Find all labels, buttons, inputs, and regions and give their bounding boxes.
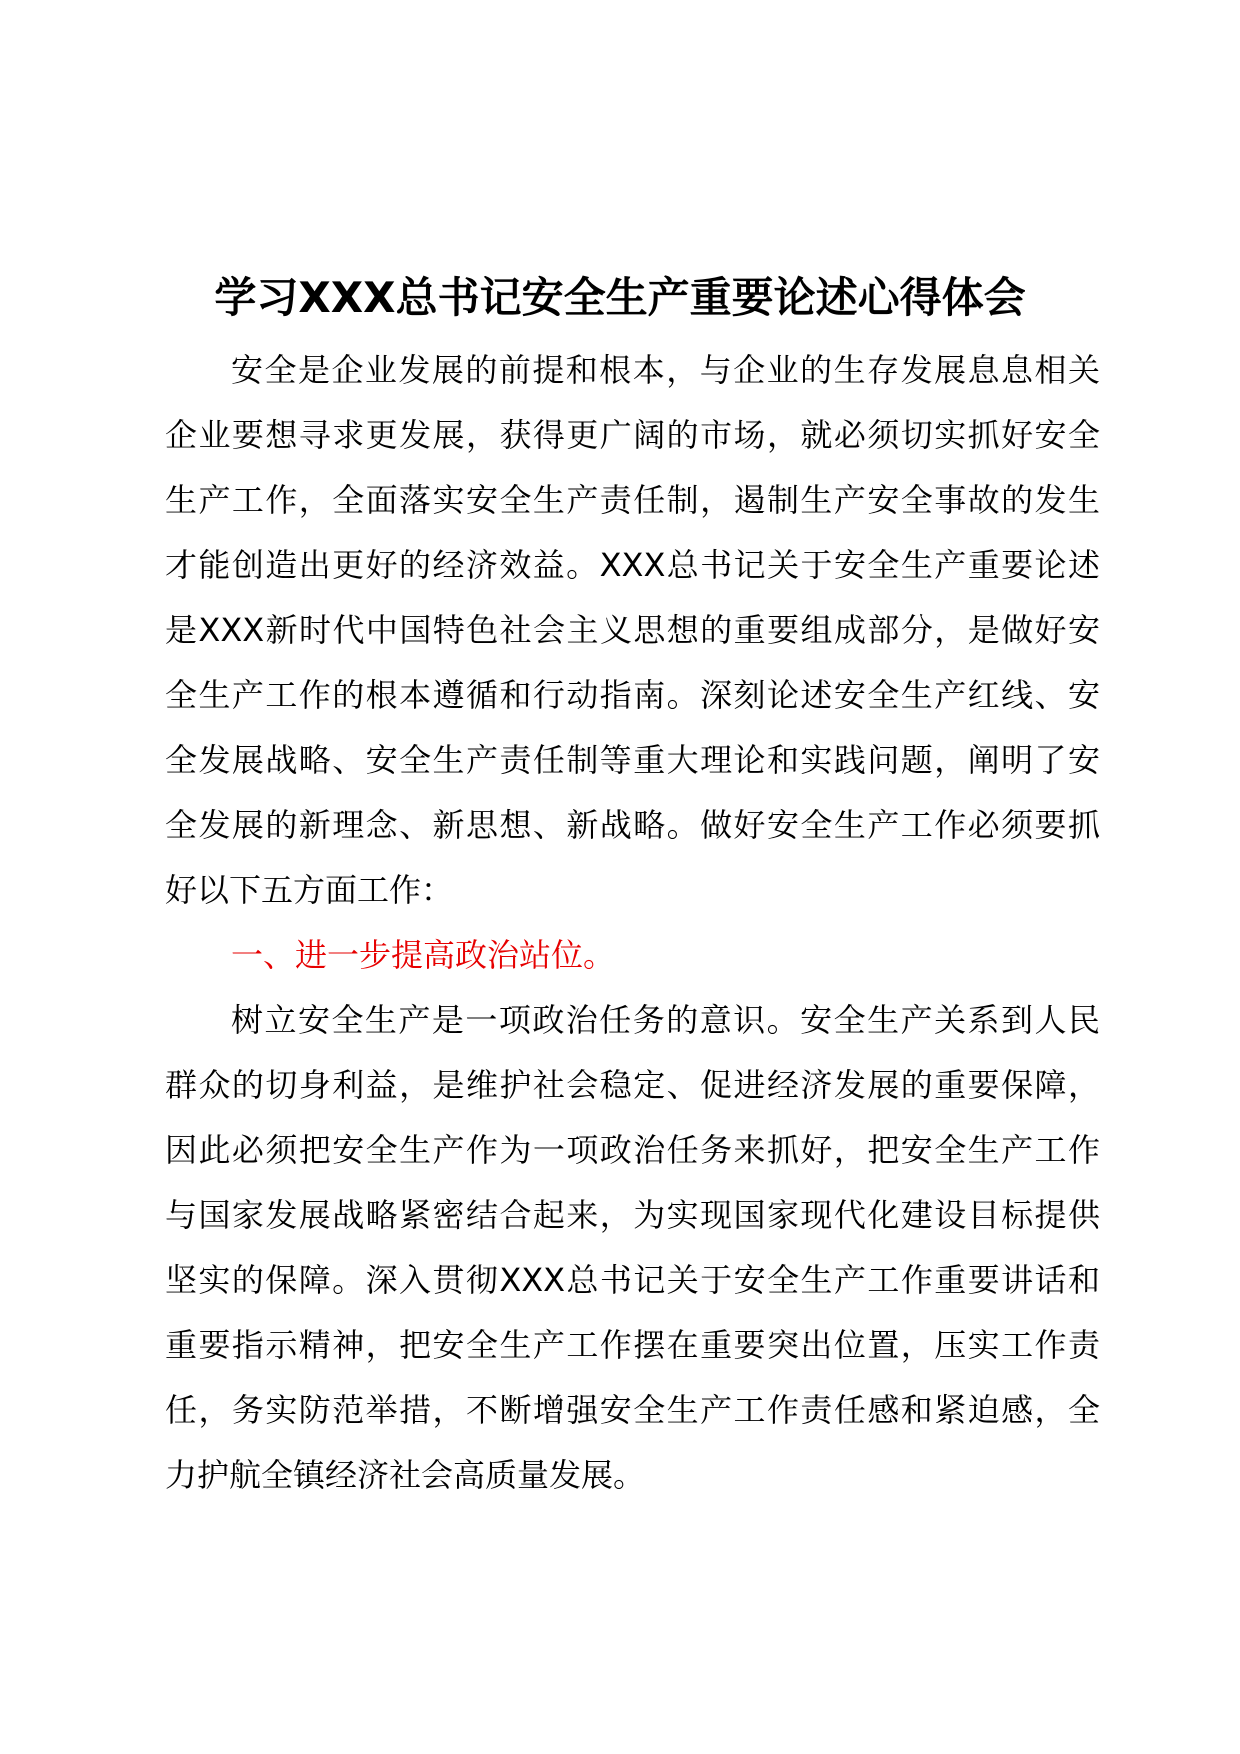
text-line: 重要指示精神，把安全生产工作摆在重要突出位置，压实工作责 bbox=[165, 1326, 1100, 1364]
text-line: 全发展战略、安全生产责任制等重大理论和实践问题，阐明了安 bbox=[165, 741, 1100, 779]
text-line: 树立安全生产是一项政治任务的意识。安全生产关系到人民 bbox=[231, 1001, 1100, 1039]
text-line: 企业要想寻求更发展，获得更广阔的市场，就必须切实抓好安全 bbox=[165, 416, 1100, 454]
text-line: 与国家发展战略紧密结合起来，为实现国家现代化建设目标提供 bbox=[165, 1196, 1100, 1234]
text-line: 好以下五方面工作： bbox=[165, 871, 454, 909]
text-line: 因此必须把安全生产作为一项政治任务来抓好，把安全生产工作 bbox=[165, 1131, 1100, 1169]
text-line: 是XXX新时代中国特色社会主义思想的重要组成部分，是做好安 bbox=[165, 611, 1100, 649]
text-line: 全生产工作的根本遵循和行动指南。深刻论述安全生产红线、安 bbox=[165, 676, 1100, 714]
intro-paragraph bbox=[165, 338, 1100, 923]
section-heading-block bbox=[165, 923, 1100, 988]
text-line: 全发展的新理念、新思想、新战略。做好安全生产工作必须要抓 bbox=[165, 806, 1100, 844]
document-title: 学习XXX总书记安全生产重要论述心得体会 bbox=[214, 273, 1026, 322]
text-line: 坚实的保障。深入贯彻XXX总书记关于安全生产工作重要讲话和 bbox=[165, 1261, 1100, 1299]
text-line: 任，务实防范举措，不断增强安全生产工作责任感和紧迫感，全 bbox=[165, 1391, 1100, 1429]
section-heading: 一、进一步提高政治站位。 bbox=[231, 936, 616, 974]
section-paragraph bbox=[165, 988, 1100, 1508]
text-line: 生产工作，全面落实安全生产责任制，遏制生产安全事故的发生 bbox=[165, 481, 1100, 519]
text-line: 群众的切身利益，是维护社会稳定、促进经济发展的重要保障， bbox=[165, 1066, 1100, 1104]
text-line: 安全是企业发展的前提和根本，与企业的生存发展息息相关 bbox=[231, 351, 1100, 389]
text-line: 才能创造出更好的经济效益。XXX总书记关于安全生产重要论述 bbox=[165, 546, 1100, 584]
text-line: 力护航全镇经济社会高质量发展。 bbox=[165, 1456, 646, 1494]
